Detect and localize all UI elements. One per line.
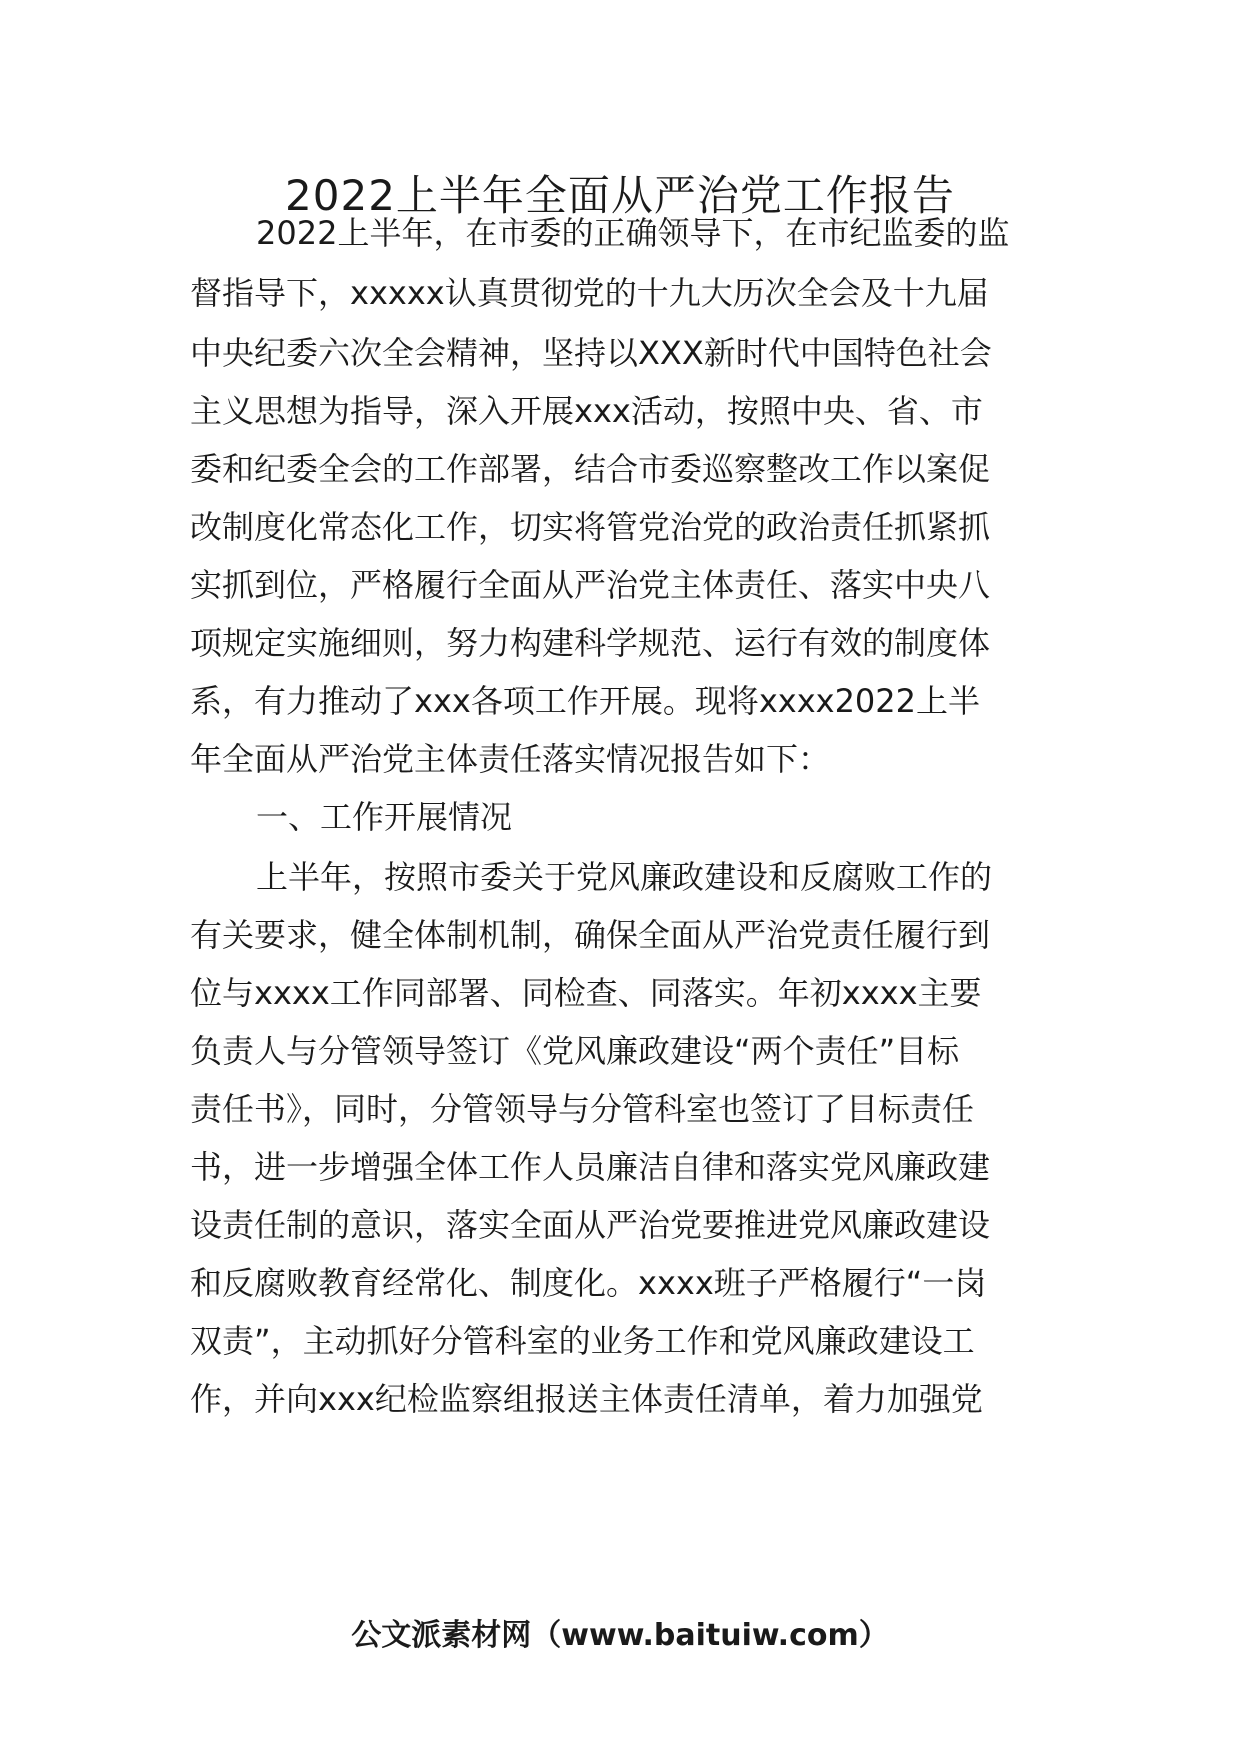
paragraph-line: 负责人与分管领导签订《党风廉政建设“两个责任”目标 — [190, 1032, 960, 1070]
paragraph-line: 书，进一步增强全体工作人员廉洁自律和落实党风廉政建 — [190, 1148, 991, 1186]
page-footer: 公文派素材网（www.baituiw.com） — [351, 1618, 889, 1653]
paragraph-line: 2022上半年，在市委的正确领导下，在市纪监委的监 — [256, 214, 1010, 252]
paragraph-line: 上半年，按照市委关于党风廉政建设和反腐败工作的 — [256, 858, 993, 896]
paragraph-line: 年全面从严治党主体责任落实情况报告如下： — [190, 740, 831, 778]
paragraph-line: 主义思想为指导，深入开展xxx活动，按照中央、省、市 — [190, 392, 983, 430]
paragraph-line: 和反腐败教育经常化、制度化。xxxx班子严格履行“一岗 — [190, 1264, 987, 1302]
paragraph-line: 督指导下，xxxxx认真贯彻党的十九大历次全会及十九届 — [190, 274, 989, 312]
paragraph-line: 有关要求，健全体制机制，确保全面从严治党责任履行到 — [190, 916, 991, 954]
paragraph-line: 位与xxxx工作同部署、同检查、同落实。年初xxxx主要 — [190, 974, 982, 1012]
paragraph-line: 中央纪委六次全会精神，坚持以XXX新时代中国特色社会 — [190, 334, 992, 372]
paragraph-line: 改制度化常态化工作，切实将管党治党的政治责任抓紧抓 — [190, 508, 991, 546]
paragraph-line: 实抓到位，严格履行全面从严治党主体责任、落实中央八 — [190, 566, 991, 604]
document-title: 2022上半年全面从严治党工作报告 — [285, 171, 955, 220]
paragraph-line: 委和纪委全会的工作部署，结合市委巡察整改工作以案促 — [190, 450, 991, 488]
section-heading: 一、工作开展情况 — [256, 798, 513, 836]
paragraph-line: 系，有力推动了xxx各项工作开展。现将xxxx2022上半 — [190, 682, 981, 720]
paragraph-line: 责任书》，同时，分管领导与分管科室也签订了目标责任 — [190, 1090, 975, 1128]
paragraph-line: 双责”，主动抓好分管科室的业务工作和党风廉政建设工 — [190, 1322, 975, 1360]
paragraph-line: 设责任制的意识，落实全面从严治党要推进党风廉政建设 — [190, 1206, 991, 1244]
paragraph-line: 作，并向xxx纪检监察组报送主体责任清单，着力加强党 — [190, 1380, 983, 1418]
paragraph-line: 项规定实施细则，努力构建科学规范、运行有效的制度体 — [190, 624, 991, 662]
